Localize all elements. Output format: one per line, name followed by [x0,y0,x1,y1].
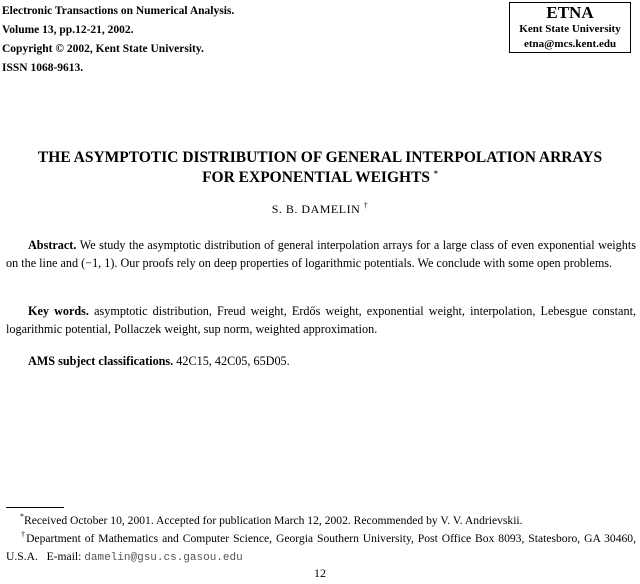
etna-email: etna@mcs.kent.edu [523,38,617,50]
ams-label: AMS subject classifications. [28,354,174,368]
ams-text: 42C15, 42C05, 65D05. [176,354,290,368]
paper-author [0,202,640,217]
footnote-department [6,530,636,567]
abstract-paragraph [6,236,636,272]
keywords-text: asymptotic distribution, Freud weight, Erdős weight, exponential weight, interpolation, Lebesgue constant, logarithmic potential, Pollaczek weight, sup norm, weighted approximation. [6,304,636,336]
journal-name: Electronic Transactions on Numerical Analysis. [2,5,235,17]
dept-mark: † [20,530,27,540]
footnote-rule [6,507,64,508]
email-link[interactable]: damelin@gsu.cs.gasou.edu [84,552,243,564]
journal-header [2,2,234,78]
journal-issn: ISSN 1068-9613. [2,62,84,74]
author-name: S. B. DAMELIN [271,202,361,216]
received-mark: * [20,512,24,522]
etna-title: ETNA [546,3,594,22]
paper-title [0,148,640,188]
journal-copyright: Copyright © 2002, Kent State University. [2,43,204,55]
keywords-label: Key words. [28,304,89,318]
footnote-received [6,512,636,530]
abstract-label: Abstract. [28,238,77,252]
keywords-paragraph [6,302,636,338]
etna-logo-box [509,2,631,53]
author-footnote-mark: † [363,201,369,210]
ams-paragraph [6,352,636,370]
dept-text: Department of Mathematics and Computer Science, Georgia Southern University, Post Office Box 8093, Statesboro, GA 30460, U.S.A. [6,532,636,563]
email-label: E-mail: [46,550,82,563]
title-line-2: FOR EXPONENTIAL WEIGHTS [202,169,431,186]
received-text: Received October 10, 2001. Accepted for publication March 12, 2002. Recommended by V. V. Andrievskii. [24,514,523,527]
etna-university: Kent State University [519,23,621,35]
page-number: 12 [314,566,326,580]
abstract-text: We study the asymptotic distribution of general interpolation arrays for a large class of even exponential weights on the line and (−1, 1). Our proofs rely on deep properties of logarithmic potentials. We conclude with some open problems. [6,238,636,270]
title-footnote-mark: * [433,168,438,178]
journal-volume: Volume 13, pp.12-21, 2002. [2,24,134,36]
title-line-1: THE ASYMPTOTIC DISTRIBUTION OF GENERAL INTERPOLATION ARRAYS [37,149,603,166]
